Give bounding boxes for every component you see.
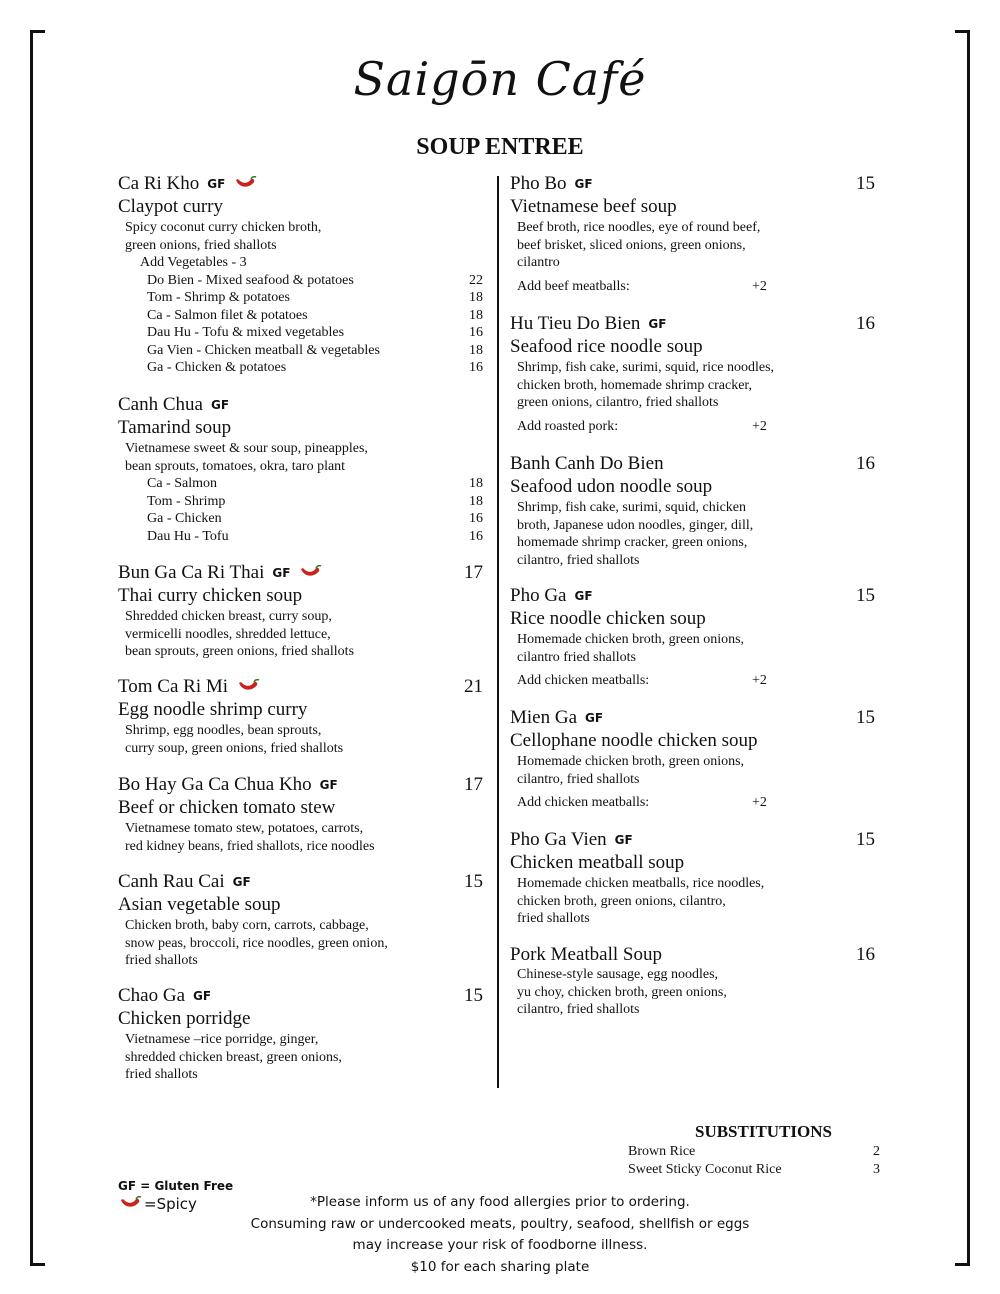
menu-item-name: Chao Ga: [118, 985, 186, 1006]
menu-item-description: red kidney beans, fried shallots, rice noodles: [125, 838, 375, 854]
protein-option-label: Ca - Salmon: [147, 476, 217, 491]
notice-line: *Please inform us of any food allergies prior to ordering.: [310, 1194, 690, 1210]
menu-item: [510, 453, 875, 569]
menu-item-description: Shrimp, egg noodles, bean sprouts,: [125, 723, 322, 738]
menu-item-header: [118, 173, 483, 195]
menu-item-description: shredded chicken breast, green onions,: [125, 1049, 342, 1065]
menu-item-price: 15: [464, 985, 483, 1006]
chili-pepper-icon: [233, 176, 257, 190]
menu-item-description: Shrimp, fish cake, surimi, squid, chicken: [517, 500, 747, 515]
protein-option-price: 16: [469, 511, 483, 526]
menu-item-description: vermicelli noodles, shredded lettuce,: [125, 626, 331, 642]
menu-item-description: bean sprouts, tomatoes, okra, taro plant: [125, 458, 346, 474]
menu-item-subtitle: Chicken meatball soup: [510, 852, 685, 873]
menu-item-subtitle: Cellophane noodle chicken soup: [510, 730, 758, 751]
add-on: [510, 672, 875, 690]
menu-item: [118, 173, 483, 377]
protein-option: [118, 307, 483, 325]
gluten-free-badge: GF: [207, 177, 226, 191]
protein-option-price: 22: [469, 272, 483, 288]
protein-option: [118, 324, 483, 342]
menu-item-name: Banh Canh Do Bien: [510, 453, 664, 474]
menu-item-subtitle: Tamarind soup: [118, 417, 232, 438]
gluten-free-badge: GF: [574, 177, 593, 191]
column-divider: [497, 176, 499, 1088]
substitution-row: [628, 1143, 880, 1161]
menu-item-description: Shredded chicken breast, curry soup,: [125, 609, 332, 624]
menu-item: [118, 394, 483, 545]
menu-item-description: fried shallots: [125, 1067, 198, 1082]
menu-item-price: 15: [856, 585, 875, 606]
protein-option: [118, 359, 483, 377]
menu-item-description: cilantro fried shallots: [517, 649, 636, 665]
menu-item-description: cilantro, fried shallots: [517, 552, 640, 568]
menu-item-description: Homemade chicken broth, green onions,: [517, 754, 745, 769]
menu-item-subtitle: Claypot curry: [118, 196, 224, 217]
gluten-free-badge: GF: [319, 778, 338, 792]
protein-option: [118, 493, 483, 511]
menu-item-subtitle: Beef or chicken tomato stew: [118, 797, 336, 818]
menu-item-price: 21: [464, 676, 483, 697]
menu-item-name: Pho Bo: [510, 173, 567, 194]
protein-option: [118, 510, 483, 528]
substitution-label: Sweet Sticky Coconut Rice: [628, 1162, 782, 1177]
protein-option-price: 18: [469, 307, 483, 323]
protein-option-label: Do Bien - Mixed seafood & potatoes: [147, 272, 354, 288]
menu-item-price: 15: [856, 707, 875, 728]
menu-item-header: [118, 562, 483, 584]
menu-item-description: Vietnamese tomato stew, potatoes, carrots,: [125, 821, 364, 836]
menu-item-header: [510, 173, 875, 195]
menu-item: [510, 944, 875, 1019]
menu-item-description: cilantro, fried shallots: [517, 771, 640, 787]
substitution-price: 3: [873, 1162, 880, 1177]
add-on-price: +2: [752, 278, 767, 294]
chili-pepper-icon: [236, 679, 260, 693]
menu-item-header: [118, 985, 483, 1007]
menu-item-price: 15: [464, 871, 483, 892]
menu-item-name: Bo Hay Ga Ca Chua Kho: [118, 774, 312, 795]
menu-item: [510, 585, 875, 690]
menu-item: [118, 871, 483, 970]
menu-item-header: [510, 944, 875, 966]
menu-item-header: [510, 453, 875, 475]
menu-item-name: Mien Ga: [510, 707, 578, 728]
menu-item-name: Pho Ga Vien: [510, 829, 607, 850]
menu-item: [118, 985, 483, 1084]
menu-item-description: green onions, cilantro, fried shallots: [517, 395, 719, 410]
menu-item-header: [510, 585, 875, 607]
menu-item-description: Chinese-style sausage, egg noodles,: [517, 967, 719, 982]
protein-option-price: 18: [469, 476, 483, 491]
menu-item-name: Canh Chua: [118, 394, 203, 415]
menu-item-description: bean sprouts, green onions, fried shallots: [125, 644, 355, 659]
gluten-free-badge: GF: [210, 398, 230, 412]
protein-option: [118, 342, 483, 360]
allergy-notice: [200, 1192, 800, 1278]
menu-item-description: fried shallots: [125, 953, 198, 968]
menu-item-name: Hu Tieu Do Bien: [510, 313, 641, 334]
menu-item-description: homemade shrimp cracker, green onions,: [517, 535, 748, 550]
gluten-free-badge: GF: [232, 875, 251, 889]
menu-item-description: fried shallots: [517, 911, 590, 926]
menu-item-header: [118, 871, 483, 893]
restaurant-title: Saigōn Café: [353, 52, 647, 106]
menu-item-header: [118, 676, 483, 698]
menu-item-price: 15: [856, 173, 875, 194]
menu-item-subtitle: Thai curry chicken soup: [118, 585, 303, 606]
menu-item-subtitle: Rice noodle chicken soup: [510, 608, 706, 629]
menu-item-name: Pho Ga: [510, 585, 567, 606]
protein-option-label: Tom - Shrimp: [147, 493, 226, 509]
notice-line: $10 for each sharing plate: [410, 1258, 590, 1275]
menu-item-description: chicken broth, green onions, cilantro,: [517, 893, 726, 909]
menu-item-description: chicken broth, homemade shrimp cracker,: [517, 377, 753, 393]
protein-option: [118, 272, 483, 290]
menu-item-description: beef brisket, sliced onions, green onions,: [517, 237, 746, 253]
menu-item-description: curry soup, green onions, fried shallots: [125, 740, 344, 756]
menu-item-price: 17: [464, 562, 483, 583]
menu-item-subtitle: Vietnamese beef soup: [510, 196, 677, 217]
protein-option: [118, 289, 483, 307]
menu-item-description: Vietnamese sweet & sour soup, pineapples,: [125, 441, 368, 456]
menu-item-description: Beef broth, rice noodles, eye of round beef,: [517, 220, 761, 235]
menu-item-description: broth, Japanese udon noodles, ginger, dill,: [517, 517, 754, 533]
protein-option-price: 18: [469, 493, 483, 509]
gluten-free-badge: GF: [648, 317, 667, 331]
menu-item: [118, 774, 483, 855]
gluten-free-badge: GF: [614, 833, 633, 847]
add-on-price: +2: [752, 673, 767, 688]
add-on: [510, 278, 875, 296]
add-on-price: +2: [752, 418, 767, 434]
menu-item-description: Homemade chicken meatballs, rice noodles,: [517, 876, 765, 891]
menu-item-subtitle: Asian vegetable soup: [118, 894, 281, 915]
menu-item-price: 17: [464, 774, 483, 795]
protein-option-label: Ga - Chicken: [147, 511, 222, 526]
menu-item-name: Canh Rau Cai: [118, 871, 225, 892]
add-on-label: Add chicken meatballs:: [517, 795, 650, 810]
substitution-price: 2: [873, 1144, 880, 1159]
menu-item-description: cilantro, fried shallots: [517, 1002, 640, 1017]
protein-option-label: Ga Vien - Chicken meatball & vegetables: [147, 342, 380, 358]
menu-item: [510, 829, 875, 928]
gluten-free-badge: GF: [193, 989, 212, 1003]
chili-pepper-icon: [298, 565, 322, 579]
protein-option-label: Ca - Salmon filet & potatoes: [147, 307, 308, 323]
chili-pepper-icon: [118, 1196, 142, 1210]
menu-item-description: snow peas, broccoli, rice noodles, green onion,: [125, 935, 388, 951]
menu-item-name: Ca Ri Kho: [118, 173, 200, 194]
notice-line: Consuming raw or undercooked meats, poultry, seafood, shellfish or eggs: [250, 1215, 750, 1232]
protein-option-price: 16: [469, 325, 483, 340]
legend-spicy-label: =Spicy: [144, 1195, 197, 1213]
menu-item-description: Shrimp, fish cake, surimi, squid, rice noodles,: [517, 360, 775, 375]
menu-item-description: Vietnamese –rice porridge, ginger,: [125, 1032, 319, 1047]
menu-item-subtitle: Seafood rice noodle soup: [510, 336, 703, 357]
menu-frame-left: [30, 30, 43, 1266]
menu-item-header: [510, 829, 875, 851]
add-on-label: Add chicken meatballs:: [517, 673, 650, 688]
protein-option: [118, 475, 483, 493]
section-title: SOUP ENTREE: [416, 134, 584, 160]
menu-item-price: 16: [856, 944, 875, 965]
protein-option-price: 18: [469, 290, 483, 305]
menu-item-description: Chicken broth, baby corn, carrots, cabbage,: [125, 918, 369, 933]
add-on-price: +2: [752, 795, 767, 810]
protein-option-label: Ga - Chicken & potatoes: [147, 360, 287, 375]
menu-item-description: Spicy coconut curry chicken broth,: [125, 220, 322, 235]
menu-item: [118, 676, 483, 757]
gluten-free-badge: GF: [585, 711, 604, 725]
menu-item: [510, 173, 875, 295]
menu-item-description: cilantro: [517, 255, 560, 270]
add-vegetables-note: Add Vegetables - 3: [140, 255, 247, 270]
menu-item-price: 16: [856, 453, 875, 474]
menu-item: [118, 562, 483, 661]
substitution-row: [628, 1161, 880, 1179]
menu-item-subtitle: Egg noodle shrimp curry: [118, 699, 308, 720]
menu-item-price: 15: [856, 829, 875, 850]
menu-item: [510, 313, 875, 435]
substitutions-section: [628, 1122, 880, 1179]
menu-item-description: Homemade chicken broth, green onions,: [517, 632, 745, 647]
protein-option-price: 18: [469, 342, 483, 358]
menu-item: [510, 707, 875, 812]
gluten-free-badge: GF: [574, 589, 593, 603]
menu-item-name: Pork Meatball Soup: [510, 944, 662, 965]
add-on-label: Add beef meatballs:: [517, 278, 630, 294]
substitution-label: Brown Rice: [628, 1144, 696, 1159]
protein-option-label: Dau Hu - Tofu: [147, 528, 229, 544]
menu-item-header: [510, 313, 875, 335]
legend-gluten-free: GF = Gluten Free: [118, 1179, 234, 1193]
menu-item-price: 16: [856, 313, 875, 334]
protein-option-price: 16: [469, 360, 483, 375]
menu-item-description: yu choy, chicken broth, green onions,: [517, 984, 727, 1000]
notice-line: may increase your risk of foodborne illness.: [352, 1237, 648, 1253]
menu-item-description: green onions, fried shallots: [125, 237, 277, 253]
menu-item-header: [510, 707, 875, 729]
add-on-label: Add roasted pork:: [517, 418, 619, 434]
menu-item-subtitle: Chicken porridge: [118, 1008, 251, 1029]
gluten-free-badge: GF: [272, 566, 291, 580]
menu-item-subtitle: Seafood udon noodle soup: [510, 476, 713, 497]
protein-option-label: Tom - Shrimp & potatoes: [147, 290, 290, 305]
protein-option-price: 16: [469, 528, 483, 544]
add-on: [510, 418, 875, 436]
substitutions-title: SUBSTITUTIONS: [694, 1122, 832, 1141]
protein-option: [118, 528, 483, 546]
menu-item-header: [118, 774, 483, 796]
menu-item-name: Tom Ca Ri Mi: [118, 676, 229, 697]
menu-item-name: Bun Ga Ca Ri Thai: [118, 562, 265, 583]
protein-option-label: Dau Hu - Tofu & mixed vegetables: [147, 325, 345, 340]
menu-frame-right: [957, 30, 970, 1266]
add-on: [510, 794, 875, 812]
menu-item-header: [118, 394, 483, 416]
